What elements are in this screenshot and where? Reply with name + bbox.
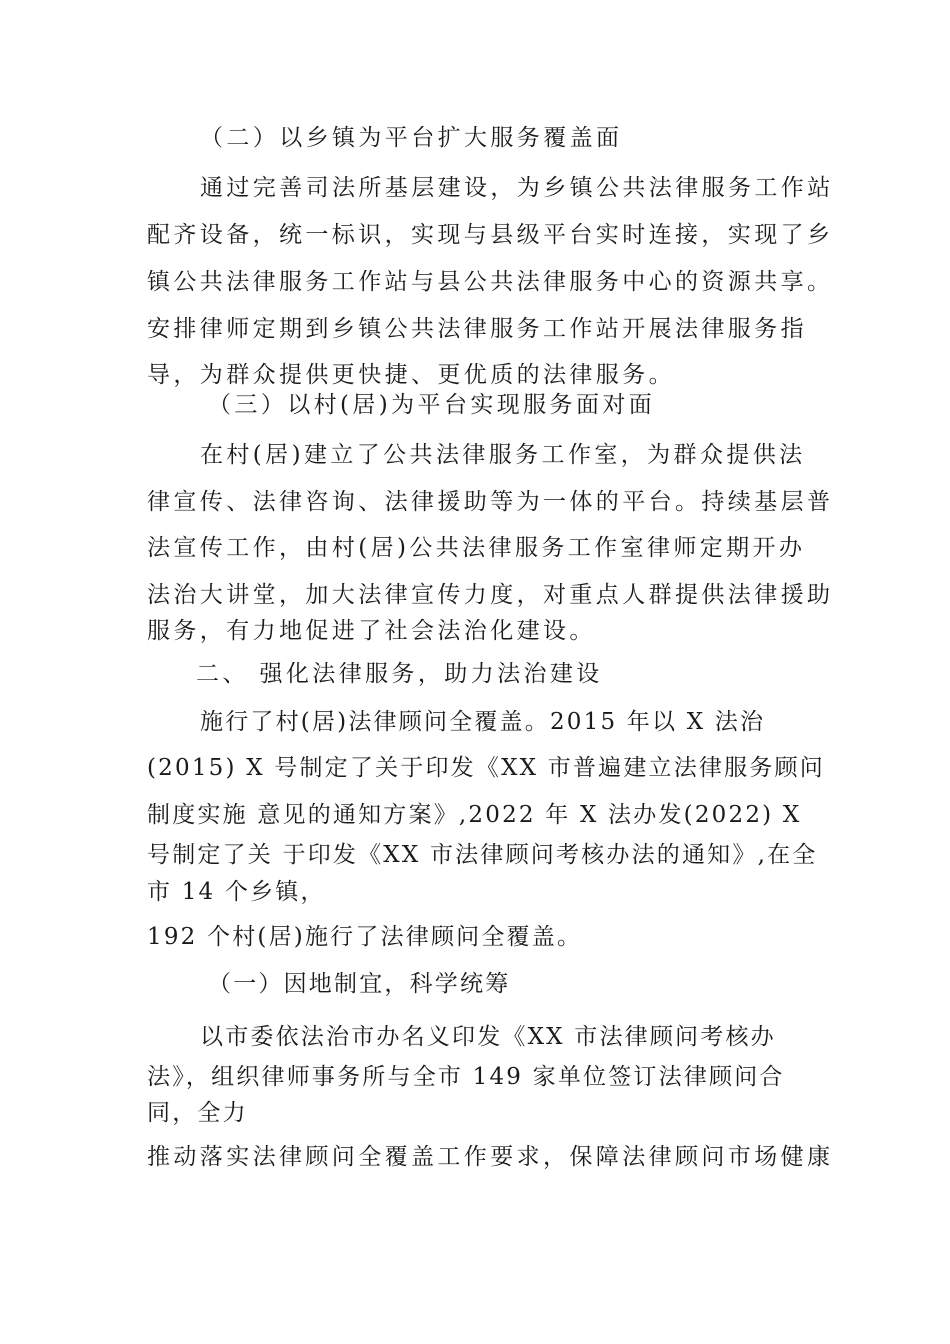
paragraph-line: 通过完善司法所基层建设，为乡镇公共法律服务工作站 bbox=[200, 175, 834, 201]
paragraph-line: 市 14 个乡镇， bbox=[147, 879, 326, 905]
paragraph-line: 导，为群众提供更快捷、更优质的法律服务。 bbox=[147, 362, 675, 388]
paragraph-line: 号制定了关 于印发《XX 市法律顾问考核办法的通知》,在全 bbox=[147, 842, 818, 868]
paragraph-line: 施行了村(居)法律顾问全覆盖。2015 年以 X 法治 bbox=[200, 709, 766, 735]
paragraph-line: 192 个村(居)施行了法律顾问全覆盖。 bbox=[147, 924, 583, 950]
paragraph-line: 安排律师定期到乡镇公共法律服务工作站开展法律服务指 bbox=[147, 316, 807, 342]
paragraph-line: 律宣传、法律咨询、法律援助等为一体的平台。持续基层普 bbox=[147, 489, 834, 515]
paragraph-line: 镇公共法律服务工作站与县公共法律服务中心的资源共享。 bbox=[147, 269, 834, 295]
heading-local-conditions: （一）因地制宜，科学统筹 bbox=[208, 971, 511, 997]
paragraph-line: 法》，组织律师事务所与全市 149 家单位签订法律顾问合 bbox=[147, 1064, 785, 1090]
heading-township-platform: （二）以乡镇为平台扩大服务覆盖面 bbox=[200, 125, 623, 151]
paragraph-line: 配齐设备，统一标识，实现与县级平台实时连接，实现了乡 bbox=[147, 222, 834, 248]
paragraph-line: 服务，有力地促进了社会法治化建设。 bbox=[147, 618, 596, 644]
paragraph-line: 法宣传工作，由村(居)公共法律服务工作室律师定期开办 bbox=[147, 535, 806, 561]
paragraph-line: 在村(居)建立了公共法律服务工作室，为群众提供法 bbox=[200, 442, 806, 468]
paragraph-line: 同，全力 bbox=[147, 1100, 248, 1126]
paragraph-line: 推动落实法律顾问全覆盖工作要求，保障法律顾问市场健康 bbox=[147, 1144, 834, 1170]
paragraph-line: 法治大讲堂，加大法律宣传力度，对重点人群提供法律援助 bbox=[147, 582, 834, 608]
heading-village-platform: （三）以村(居)为平台实现服务面对面 bbox=[208, 392, 656, 418]
paragraph-line: 以市委依法治市办名义印发《XX 市法律顾问考核办 bbox=[200, 1024, 776, 1050]
paragraph-line: (2015) X 号制定了关于印发《XX 市普遍建立法律服务顾问 bbox=[147, 755, 825, 781]
section-heading-two: 二、 强化法律服务，助力法治建设 bbox=[196, 661, 603, 687]
paragraph-line: 制度实施 意见的通知方案》,2022 年 X 法办发(2022) X bbox=[147, 802, 802, 828]
